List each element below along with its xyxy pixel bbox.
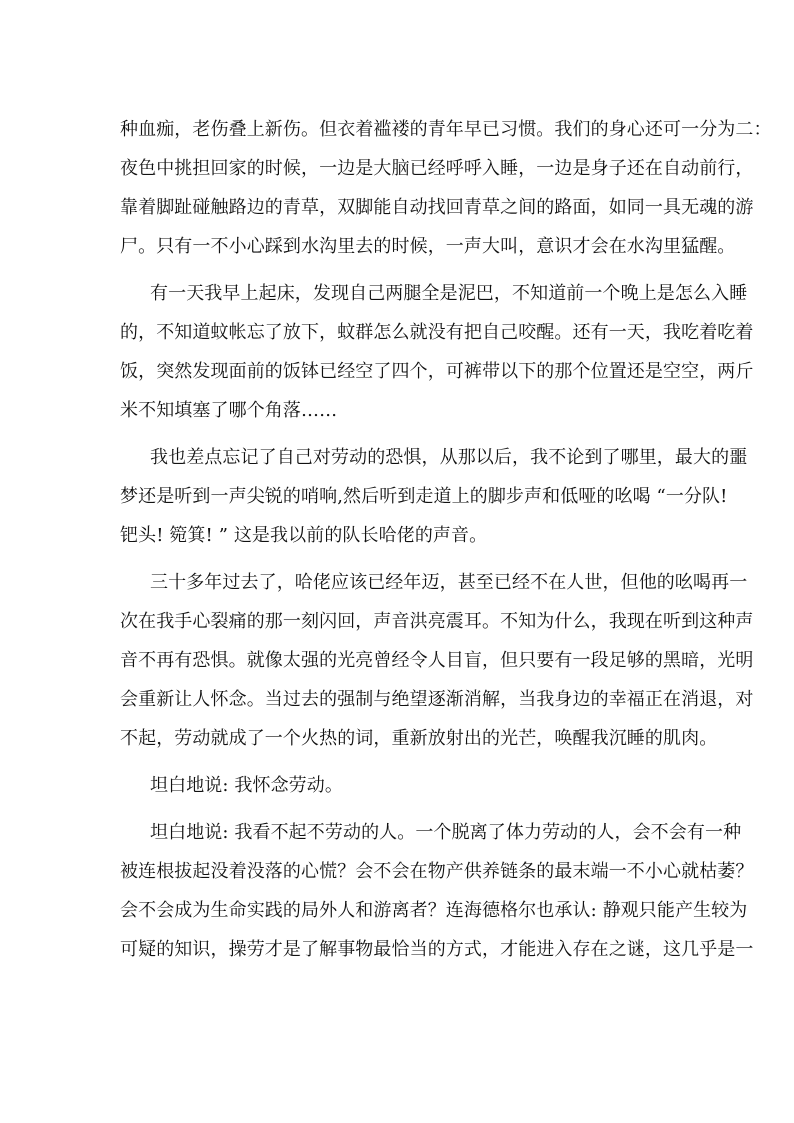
paragraph-line: 坦白地说: 我怀念劳动。 <box>150 775 343 796</box>
paragraph-line: 会不会成为生命实践的局外人和游离者？连海德格尔也承认: 静观只能产生较为 <box>120 900 748 921</box>
paragraph-line: 梦还是听到一声尖锐的哨响,然后听到走道上的脚步声和低哑的吆喝 “一分队! <box>120 486 728 507</box>
paragraph-line: 尸。只有一不小心踩到水沟里去的时候，一声大叫，意识才会在水沟里猛醒。 <box>120 236 736 257</box>
paragraph-line: 饭，突然发现面前的饭钵已经空了四个，可裤带以下的那个位置还是空空，两斤 <box>120 361 754 382</box>
paragraph-line: 靠着脚趾碰触路边的青草，双脚能自动找回青草之间的路面，如同一具无魂的游 <box>120 197 754 218</box>
paragraph-line: 米不知填塞了哪个角落…… <box>120 400 338 421</box>
paragraph-line: 钯头! 箢箕! ” 这是我以前的队长哈佬的声音。 <box>120 525 488 546</box>
paragraph-line: 夜色中挑担回家的时候，一边是大脑已经呼呼入睡，一边是身子还在自动前行， <box>120 158 754 179</box>
paragraph-line: 有一天我早上起床，发现自己两腿全是泥巴，不知道前一个晚上是怎么入睡 <box>150 283 748 304</box>
document-body <box>120 110 772 969</box>
paragraph-line: 被连根拔起没着没落的心慌？会不会在物产供养链条的最末端一不小心就枯萎？ <box>120 861 754 882</box>
paragraph-line: 音不再有恐惧。就像太强的光亮曾经令人目盲，但只要有一段足够的黑暗，光明 <box>120 650 754 671</box>
paragraph-line: 可疑的知识，操劳才是了解事物最恰当的方式，才能进入存在之谜，这几乎是一 <box>120 939 754 960</box>
paragraph-line: 三十多年过去了，哈佬应该已经年迈，甚至已经不在人世，但他的吆喝再一 <box>150 572 748 593</box>
paragraph-line: 我也差点忘记了自己对劳动的恐惧，从那以后，我不论到了哪里，最大的噩 <box>150 447 748 468</box>
paragraph-line: 次在我手心裂痛的那一刻闪回，声音洪亮震耳。不知为什么，我现在听到这种声 <box>120 611 754 632</box>
paragraph-line: 的，不知道蚊帐忘了放下，蚊群怎么就没有把自己咬醒。还有一天，我吃着吃着 <box>120 322 754 343</box>
paragraph-line: 种血痂，老伤叠上新伤。但衣着褴褛的青年早已习惯。我们的身心还可一分为二： <box>120 119 772 140</box>
paragraph-line: 不起，劳动就成了一个火热的词，重新放射出的光芒，唤醒我沉睡的肌肉。 <box>120 728 718 749</box>
paragraph-line: 坦白地说: 我看不起不劳动的人。一个脱离了体力劳动的人，会不会有一种 <box>150 822 742 843</box>
paragraph-line: 会重新让人怀念。当过去的强制与绝望逐渐消解，当我身边的幸福正在消退，对 <box>120 689 754 710</box>
